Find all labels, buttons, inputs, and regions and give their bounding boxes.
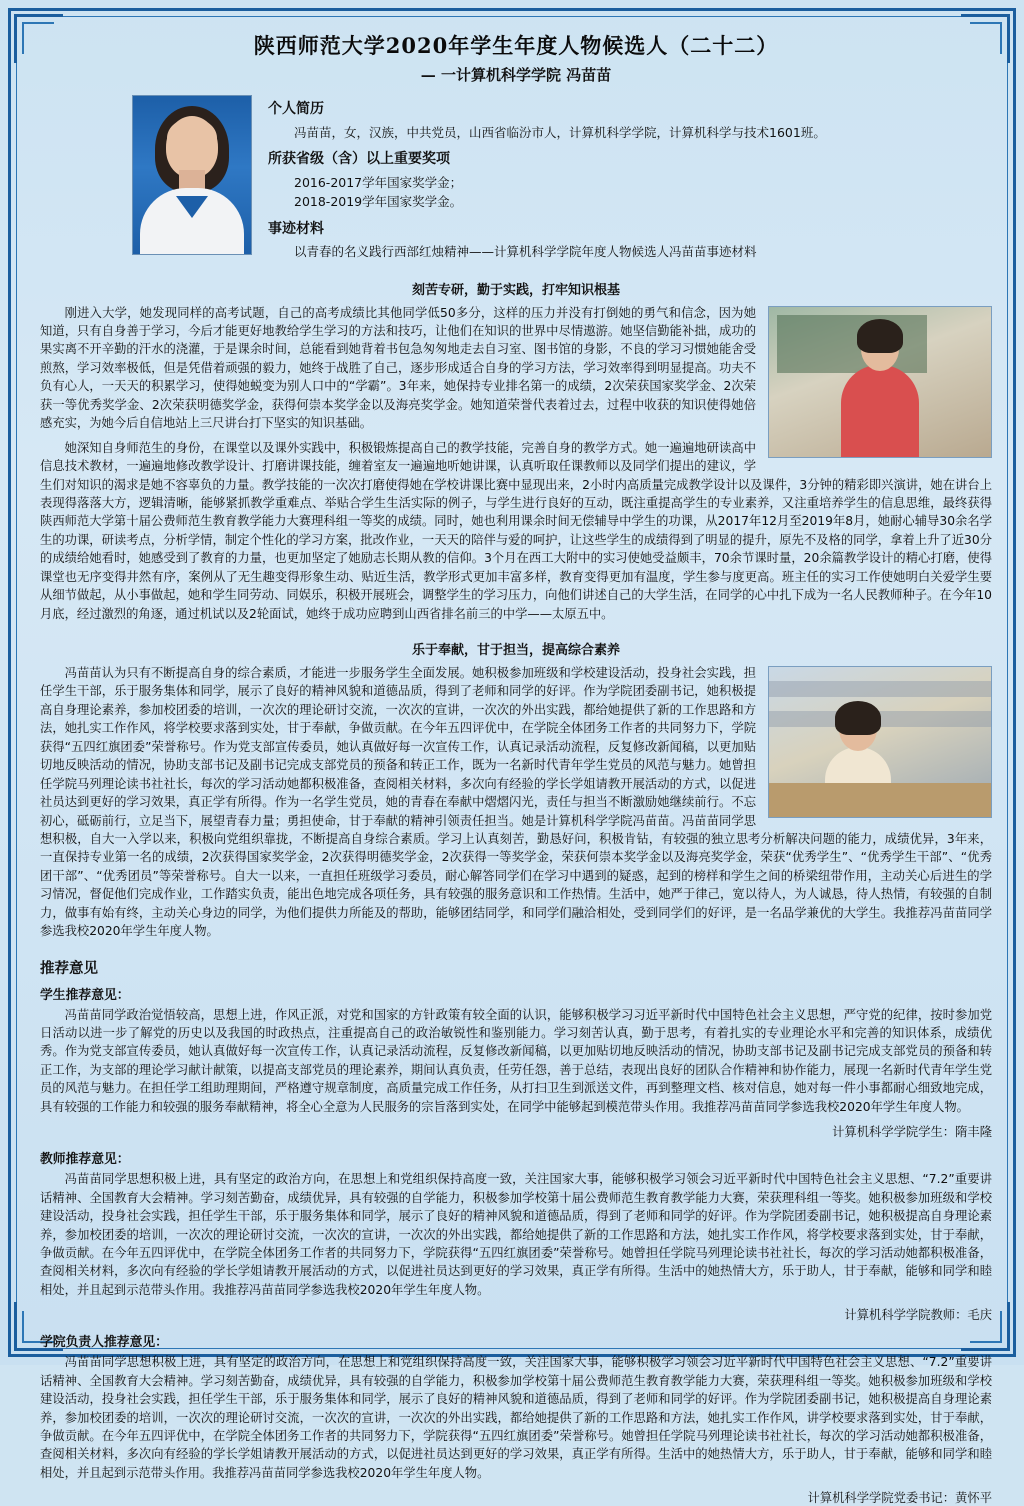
paragraph-study-2: 她深知自身师范生的身份，在课堂以及课外实践中，积极锻炼提高自己的教学技能，完善自身的教学方式。她一遍遍地研读高中信息技术教材，一遍遍地修改教学设计、打磨讲课技能，缠着室友一遍遍地听她讲课，认真听取任课教师以及同学们提出的建议，学生们对知识的渴求是她不容辜负的力量。教学技能的一次次打磨使得她在学校讲课比赛中显现出来，2小时内高质量完成教学设计以及课件，3分钟的精彩即兴演讲，她在讲台上表现得落落大方，逻辑清晰，能够紧抓教学重难点、举贴合学生生活实际的例子，与学生进行良好的互动，既注重提高学生的专业素养，又注重培养学生的信息思维，最终获得陕西师范大学第十届公费师范生教育教学能力大赛理科组一等奖的成绩。同时，她也利用课余时间无偿辅导中学生的功课，从2017年12月至2019年8月，她耐心辅导30余名学生的功课，研读考点，分析学情，制定个性化的学习方案，批改作业，一天天的陪伴与爱的呵护，让这些学生的成绩得到了明显的提升，原先不及格的同学，拿着上升了近30分的成绩给她看时，她感受到了教育的力量，也更加坚定了她励志长期从教的信仰。3个月在西工大附中的实习使她受益颇丰，70余节课时量，20余篇教学设计的精心打磨，使得课堂也无序变得井然有序，案例从了无生趣变得形象生动、贴近生活，教学形式更加丰富多样，教育变得更加有温度，学生参与度更高。班主任的实习工作使她明白关爱学生要从细节做起，从小事做起，她和学生同劳动、同娱乐，积极开展班会，调整学生的学习压力，向他们讲述自己的大学生活，在同学的心中扎下成为一名人民教师种子。在今年10月底，经过激烈的角逐，通过机试以及2轮面试，她终于成功应聘到山西省排名前三的中学——太原五中。	[40, 440, 992, 621]
section-service	[40, 664, 992, 947]
deeds-text: 以青春的名义践行西部红烛精神——计算机科学学院年度人物候选人冯苗苗事迹材料	[294, 244, 757, 260]
student-recommendation-text: 冯苗苗同学政治觉悟较高，思想上进，作风正派，对党和国家的方针政策有较全面的认识，能够积极学习习近平新时代中国特色社会主义思想，严守党的纪律，按时参加党日活动以进一步了解党的历史以及我国的时政热点，注重提高自己的政治敏锐性和鉴别能力。学习刻苦认真，勤于思考，有着扎实的专业理论水平和完善的知识体系，成绩优秀。作为党支部宣传委员，她认真做好每一次宣传工作，认真记录活动流程，反复修改新闻稿，以更加贴切地反映活动的情况，协助支部书记及副书记完成支部党员的预备和转正工作，为支部的理论学习献计献策，以提高支部党员的理论素养，期间认真负责，任劳任怨，善于总结，表现出良好的团队合作精神和协作能力，展现一名新时代青年学生党员的风范与魅力。在担任学工组助理期间，严格遵守规章制度，高质量完成工作任务，从打扫卫生到派送文件，再到整理文档、核对信息，她对每一件小事都耐心细致地完成，具有较强的工作能力和较强的服务奉献精神，将全心全意为人民服务的宗旨落到实处，在同学中能够起到模范带头作用。我推荐冯苗苗同学参选我校2020年学生年度人物。	[40, 1007, 992, 1114]
leader-recommendation-text: 冯苗苗同学思想积极上进，具有坚定的政治方向，在思想上和党组织保持高度一致，关注国家大事，能够积极学习领会习近平新时代中国特色社会主义思想、“7.2”重要讲话精神、全国教育大会精神。学习刻苦勤奋，成绩优异，具有较强的自学能力，积极参加学校第十届公费师范生教育教学能力大赛，荣获理科组一等奖。她积极参加班级和学校建设活动，投身社会实践，担任学生干部，乐于服务集体和同学，展示了良好的精神风貌和道德品质，得到了老师和同学的好评。作为学院团委副书记，她积极提高自身理论素养，参加校团委的培训，一次次的理论研讨交流，一次次的宣讲，一次次的外出实践，都给她提供了新的工作思路和方法，她扎实工作作风，讲学校要求落到实处，甘于奉献，争做贡献。在今年五四评优中，在学院全体团务工作者的共同努力下，学院获得“五四红旗团委”荣誉称号。她曾担任学院马列理论读书社社长，每次的学习活动她都积极准备，查阅相关材料，多次向有经验的学长学姐请教开展活动的方式，以促进社员达到更好的学习效果，真正学有所得。生活中的她热情大方，乐于助人，甘于奉献，能够和同学和睦相处，并且起到示范带头作用。我推荐冯苗苗同学参选我校2020年学生年度人物。	[40, 1355, 992, 1480]
awards-section	[268, 149, 992, 211]
page-subtitle: — 一计算机科学学院 冯苗苗	[420, 66, 612, 84]
profile-text: 冯苗苗，女，汉族，中共党员，山西省临汾市人，计算机科学学院，计算机科学与技术1601班。	[294, 124, 826, 140]
photo-person-body	[841, 365, 919, 457]
paragraph-study-1: 刚进入大学，她发现同样的高考试题，自己的高考成绩比其他同学低50多分，这样的压力并没有打倒她的勇气和信念，因为她知道，只有自身善于学习，今后才能更好地教给学生学习的方法和技巧，让他们在知识的世界中尽情遨游。她坚信勤能补拙，成功的果实离不开辛勤的汗水的浇灌，于是课余时间，总能看到她背着书包急匆匆地走去自习室、图书馆的身影，不良的学习习惯她能舍受煎熬，学习效率极低，但是凭借着顽强的毅力，她终于战胜了自己，逐步形成适合自身的学习方法，学习效率得到明显提高。功夫不负有心人，一天天的积累学习，使得她蜕变为别人口中的“学霸”。3年来，她保持专业排名第一的成绩，2次荣获国家奖学金、2次荣获一等优秀奖学金、2次荣获明德奖学金，获得何崇本奖学金以及海亮奖学金。她知道荣誉代表着过去，过程中收获的知识使得她倍感充实，为她今后自信地站上三尺讲台打下坚实的知识基础。	[40, 305, 756, 431]
profile-heading: 个人简历	[268, 101, 324, 117]
avatar	[132, 95, 252, 255]
portrait-face	[166, 116, 218, 178]
photo-classroom	[768, 666, 992, 818]
page-title: 陕西师范大学2020年学生年度人物候选人（二十二）	[253, 33, 779, 58]
motto-study: 刻苦专研，勤于实践，打牢知识根基	[411, 282, 620, 298]
teacher-recommendation-heading: 教师推荐意见：	[40, 1152, 130, 1168]
profile-section	[268, 99, 992, 142]
student-recommendation-heading: 学生推荐意见：	[40, 987, 130, 1003]
leader-recommendation-signature: 计算机科学学院党委书记：黄怀平	[807, 1491, 992, 1506]
paragraph-service-1: 冯苗苗认为只有不断提高自身的综合素质，才能进一步服务学生全面发展。她积极参加班级和学校建设活动，投身社会实践，担任学生干部，乐于服务集体和同学，展示了良好的精神风貌和道德品质，得到了老师和同学的好评。作为学院团委副书记，她积极提高自身理论素养，参加校团委的培训，一次次的理论研讨交流，一次次的宣讲，一次次的外出实践，都给她提供了新的工作思路和方法，她扎实工作作风，将学校要求落到实处，甘于奉献，争做贡献。在今年五四评优中，在学院全体团务工作者的共同努力下，学院获得“五四红旗团委”荣誉称号。作为党支部宣传委员，她认真做好每一次宣传工作，认真记录活动流程，反复修改新闻稿，以更加贴切地反映活动的情况，协助支部书记及副书记完成支部党员的预备和转正工作，既为一名新时代青年学生党员的风范与魅力。她曾担任学院马列理论读书社社长，每次的学习活动她都积极准备，查阅相关材料，多次向有经验的学长学姐请教开展活动的方式，以促进社员达到更好的学习效果，真正学有所得。作为一名学生党员，她的青春在奉献中熠熠闪光，责任与担当不断激励她继续前行。不忘初心，砥砺前行，立足当下，展望青春力量；勇担使命，甘于奉献的精神引领责任担当。她是计算机科学学院冯苗苗。冯苗苗同学思想积极，自大一入学以来，积极向党组织靠拢，不断提高自身综合素质。学习上认真刻苦，勤恳好问，积极肯钻，有较强的独立思考分析解决问题的能力，成绩优异，3年来，一直保持专业第一名的成绩，2次获得国家奖学金，2次获得明德奖学金，2次获得一等奖学金，荣获何崇本奖学金以及海亮奖学金，荣获“优秀学生”、“优秀学生干部”、“优秀团干部”、“优秀团员”等荣誉称号。自大一以来，一直担任班级学习委员，耐心解答同学们在学习中遇到的疑惑，起到的榜样和学生之间的桥梁纽带作用，主动关心后进生的学习情况，督促他们完成作业，工作踏实负责，能出色地完成各项任务，具有较强的服务意识和工作热情。生活中，她严于律己，宽以待人，为人诚恳，待人热情，有较强的自制力，做事有始有终，主动关心身边的同学，为他们提供力所能及的帮助，能够团结同学，和同学们融洽相处，受到同学们的好评，是一名品学兼优的大学生。我推荐冯苗苗同学参选我校2020年学生年度人物。	[40, 666, 992, 939]
awards-heading: 所获省级（含）以上重要奖项	[268, 151, 450, 168]
section-study	[40, 304, 992, 629]
teacher-recommendation-signature: 计算机科学学院教师：毛庆	[844, 1308, 992, 1323]
leader-recommendation-heading: 学院负责人推荐意见：	[40, 1335, 168, 1351]
deeds-section	[268, 219, 992, 262]
award-item: 2016-2017学年国家奖学金；	[294, 174, 463, 190]
motto-service: 乐于奉献，甘于担当，提高综合素养	[411, 643, 620, 658]
photo-desk	[769, 783, 991, 817]
poster-content	[40, 30, 992, 1506]
photo-blackboard	[777, 315, 927, 373]
student-recommendation-signature: 计算机科学学院学生：隋丰隆	[832, 1125, 992, 1140]
photo-desk-row	[769, 681, 991, 697]
award-item: 2018-2019学年国家奖学金。	[294, 194, 463, 210]
teacher-recommendation-text: 冯苗苗同学思想积极上进，具有坚定的政治方向，在思想上和党组织保持高度一致，关注国家大事，能够积极学习领会习近平新时代中国特色社会主义思想、“7.2”重要讲话精神、全国教育大会精神。学习刻苦勤奋，成绩优异，具有较强的自学能力，积极参加学校第十届公费师范生教育教学能力大赛，荣获理科组一等奖。她积极参加班级和学校建设活动，投身社会实践，担任学生干部，乐于服务集体和同学，展示了良好的精神风貌和道德品质，得到了老师和同学的好评。作为学院团委副书记，她积极提高自身理论素养，参加校团委的培训，一次次的理论研讨交流，一次次的宣讲，一次次的外出实践，都给她提供了新的工作思路和方法，她扎实工作作风，将学校要求落到实处，甘于奉献，争做贡献。在今年五四评优中，在学院全体团务工作者的共同努力下，学院获得“五四红旗团委”荣誉称号。她曾担任学院马列理论读书社社长，每次的学习活动她都积极准备，查阅相关材料，多次向有经验的学长学姐请教开展活动的方式，以促进社员达到更好的学习效果，真正学有所得。生活中的她热情大方，乐于助人，甘于奉献，能够和同学和睦相处，并且起到示范带头作用。我推荐冯苗苗同学参选我校2020年学生年度人物。	[40, 1172, 992, 1297]
deeds-heading: 事迹材料	[268, 220, 324, 237]
photo-student-hair	[835, 701, 881, 735]
photo-person-hair	[857, 319, 903, 353]
profile-block	[40, 95, 992, 269]
profile-info	[268, 95, 992, 269]
portrait-collar	[176, 196, 208, 218]
photo-teaching	[768, 306, 992, 458]
recommendation-title: 推荐意见	[40, 959, 98, 977]
